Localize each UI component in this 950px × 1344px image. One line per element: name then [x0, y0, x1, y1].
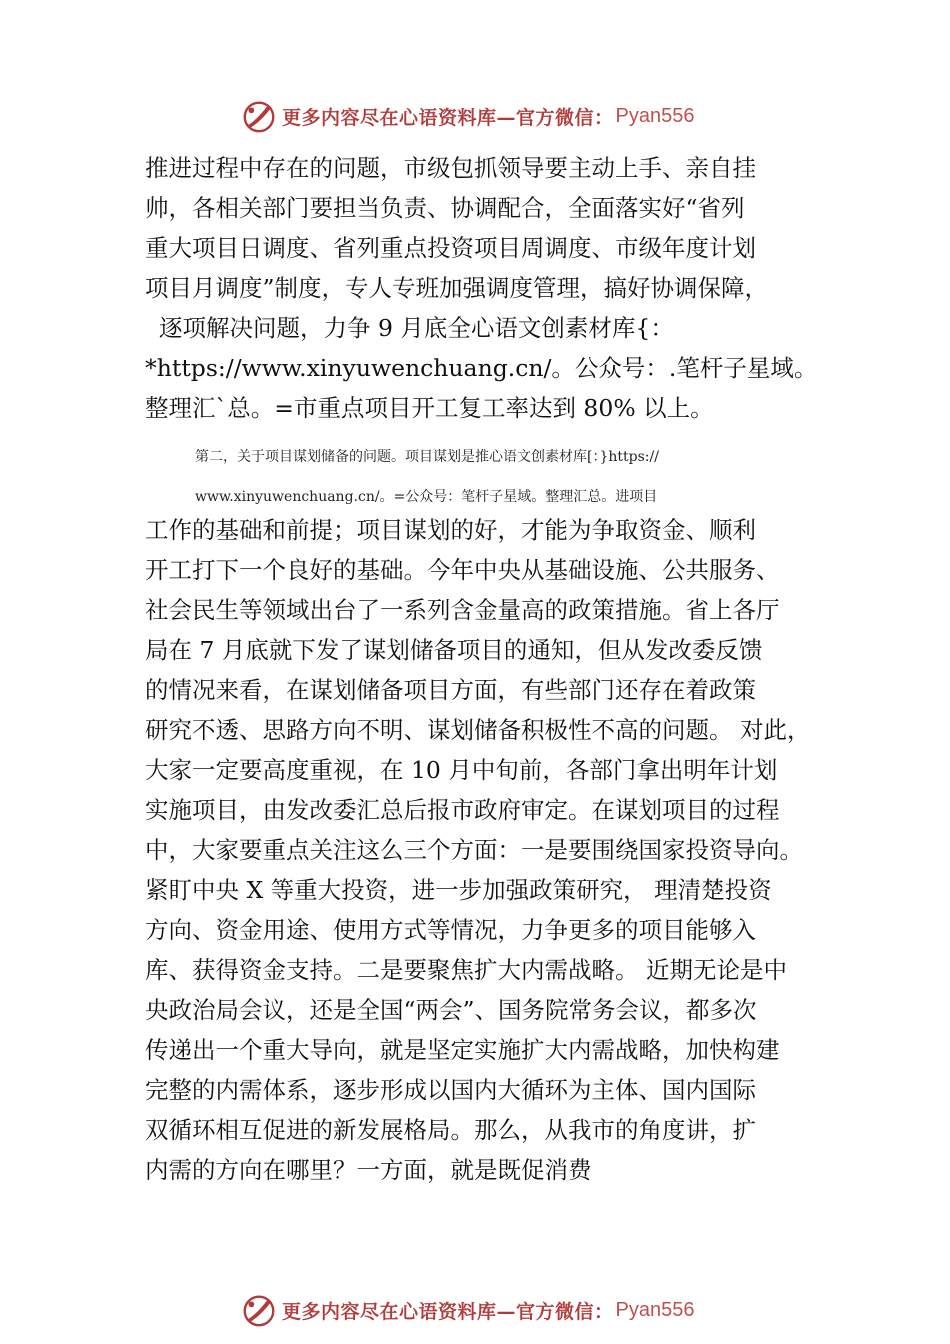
- footer-watermark-text: 更多内容尽在心语资料库—官方微信：: [282, 1300, 614, 1323]
- brush-logo-icon: [240, 1291, 278, 1329]
- text-line: 局在 7 月底就下发了谋划储备项目的通知，但从发改委反馈: [145, 636, 763, 664]
- text-line: 推进过程中存在的问题，市级包抓领导要主动上手、亲自挂: [145, 154, 756, 182]
- text-line: 帅，各相关部门要担当负责、协调配合，全面落实好“省列: [145, 194, 745, 222]
- text-line: 实施项目，由发改委汇总后报市政府审定。在谋划项目的过程: [145, 796, 780, 824]
- text-line: 项目月调度”制度，专人专班加强调度管理，搞好协调保障，: [145, 274, 769, 302]
- text-line: 内需的方向在哪里？一方面，就是既促消费: [145, 1156, 592, 1184]
- small-text-line: www.xinyuwenchuang.cn/。=公众号：笔杆子星域。整理汇总。进项目: [195, 489, 658, 505]
- paragraph-1: [145, 148, 845, 428]
- text-line: 重大项目日调度、省列重点投资项目周调度、市级年度计划: [145, 234, 756, 262]
- header-watermark: [240, 96, 760, 136]
- brush-logo-icon: [240, 97, 278, 135]
- text-line: 大家一定要高度重视，在 10 月中旬前，各部门拿出明年计划: [145, 756, 778, 784]
- text-line: 央政治局会议，还是全国“两会”、国务院常务会议，都多次: [145, 996, 757, 1024]
- text-line: 社会民生等领域出台了一系列含金量高的政策措施。省上各厅: [145, 596, 780, 624]
- small-text-line: 第二，关于项目谋划储备的问题。项目谋划是推心语文创素材库[：}https://: [195, 449, 659, 465]
- header-watermark-id: Pyan556: [615, 104, 695, 127]
- text-line: 传递出一个重大导向，就是坚定实施扩大内需战略，加快构建: [145, 1036, 780, 1064]
- text-line: 逐项解决问题，力争 9 月底全心语文创素材库{：: [159, 314, 674, 342]
- text-line: 整理汇`总。=市重点项目开工复工率达到 80% 以上。: [145, 394, 714, 422]
- text-line: 工作的基础和前提；项目谋划的好，才能为争取资金、顺利: [145, 516, 756, 544]
- paragraph-2: [145, 510, 845, 1190]
- text-line: 方向、资金用途、使用方式等情况，力争更多的项目能够入: [145, 916, 756, 944]
- footer-watermark: [240, 1290, 760, 1330]
- text-line: *https://www.xinyuwenchuang.cn/。公众号：.笔杆子星域。: [145, 354, 818, 382]
- text-line: 中，大家要重点关注这么三个方面：一是要围绕国家投资导向。: [145, 836, 803, 864]
- text-line: 的情况来看，在谋划储备项目方面，有些部门还存在着政策: [145, 676, 756, 704]
- footer-watermark-id: Pyan556: [615, 1298, 695, 1321]
- text-line: 研究不透、思路方向不明、谋划储备积极性不高的问题。 对此，: [145, 716, 811, 744]
- text-line: 双循环相互促进的新发展格局。那么，从我市的角度讲，扩: [145, 1116, 756, 1144]
- text-line: 开工打下一个良好的基础。今年中央从基础设施、公共服务、: [145, 556, 780, 584]
- text-line: 紧盯中央 X 等重大投资，进一步加强政策研究， 理清楚投资: [145, 876, 772, 904]
- header-watermark-text: 更多内容尽在心语资料库—官方微信：: [282, 106, 614, 129]
- text-line: 完整的内需体系，逐步形成以国内大循环为主体、国内国际: [145, 1076, 756, 1104]
- text-line: 库、获得资金支持。二是要聚焦扩大内需战略。 近期无论是中: [145, 956, 787, 984]
